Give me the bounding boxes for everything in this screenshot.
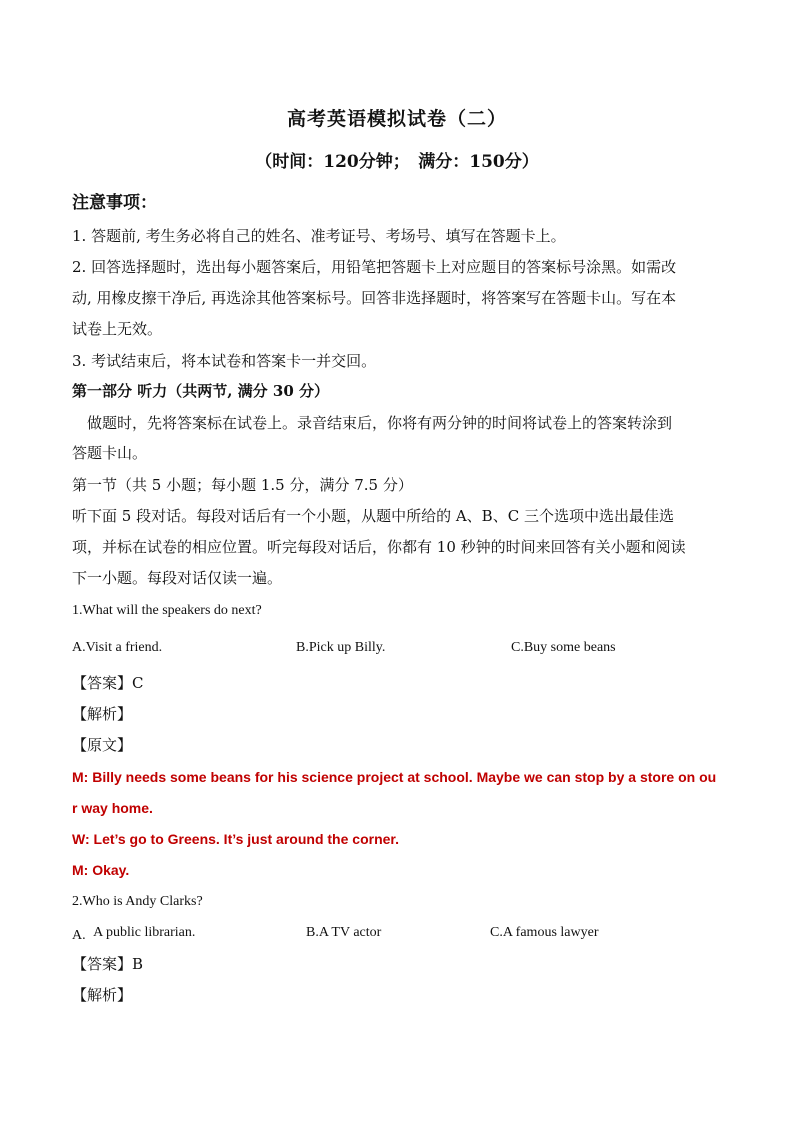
section1-instruction: 项，并标在试卷的相应位置。听完每段对话后，你都有 10 秒钟的时间来回答有关小题和阅读	[72, 538, 686, 556]
q2-answer: 【答案】B	[72, 955, 144, 973]
q2-option-a-prefix: A.	[72, 928, 86, 943]
q1-original-label: 【原文】	[72, 736, 133, 754]
notice-line: 试卷上无效。	[72, 320, 163, 338]
section1-instruction: 听下面 5 段对话。每段对话后有一个小题，从题中所给的 A、B、C 三个选项中选出最佳选	[72, 507, 674, 525]
section1-instruction: 下一小题。每段对话仅读一遍。	[72, 569, 283, 587]
part1-heading: 第一部分 听力（共两节, 满分 30 分）	[72, 382, 329, 400]
q1-answer: 【答案】C	[72, 674, 144, 692]
q1-transcript-line: M: Okay.	[72, 862, 130, 878]
q2-option-a-text: A public librarian.	[93, 925, 196, 940]
notice-line: 1. 答题前, 考生务必将自己的姓名、准考证号、考场号、填写在答题卡上。	[72, 227, 566, 245]
notice-line: 2. 回答选择题时，选出每小题答案后，用铅笔把答题卡上对应题目的答案标号涂黑。如需改	[72, 258, 677, 276]
q1-transcript-line: M: Billy needs some beans for his science project at school. Maybe we can stop by a store on ou	[72, 769, 717, 785]
question-1: 1.What will the speakers do next?	[72, 603, 262, 618]
part1-instruction: 做题时，先将答案标在试卷上。录音结束后，你将有两分钟的时间将试卷上的答案转涂到	[72, 414, 673, 432]
q1-transcript-line: r way home.	[72, 800, 153, 816]
q2-option-a	[72, 925, 195, 941]
q2-option-b: B.A TV actor	[306, 925, 382, 940]
section1-heading: 第一节（共 5 小题；每小题 1.5 分，满分 7.5 分）	[72, 476, 413, 494]
notice-heading: 注意事项：	[72, 193, 157, 213]
q1-transcript-line: W: Let’s go to Greens. It’s just around the corner.	[72, 831, 399, 847]
q2-option-c: C.A famous lawyer	[490, 925, 599, 940]
exam-time-score: （时间：120分钟； 满分：150分）	[255, 152, 539, 172]
page-title: 高考英语模拟试卷（二）	[286, 108, 507, 130]
q1-analysis-label: 【解析】	[72, 705, 133, 723]
q1-option-a: A.Visit a friend.	[72, 640, 163, 655]
notice-line: 3. 考试结束后，将本试卷和答案卡一并交回。	[72, 352, 377, 370]
question-2: 2.Who is Andy Clarks?	[72, 894, 203, 909]
q1-option-b: B.Pick up Billy.	[296, 640, 386, 655]
q1-option-c: C.Buy some beans	[511, 640, 616, 655]
part1-instruction: 答题卡山。	[72, 444, 148, 462]
notice-line: 动, 用橡皮擦干净后, 再选涂其他答案标号。回答非选择题时，将答案写在答题卡山。写在本	[72, 289, 677, 307]
q2-analysis-label: 【解析】	[72, 986, 133, 1004]
